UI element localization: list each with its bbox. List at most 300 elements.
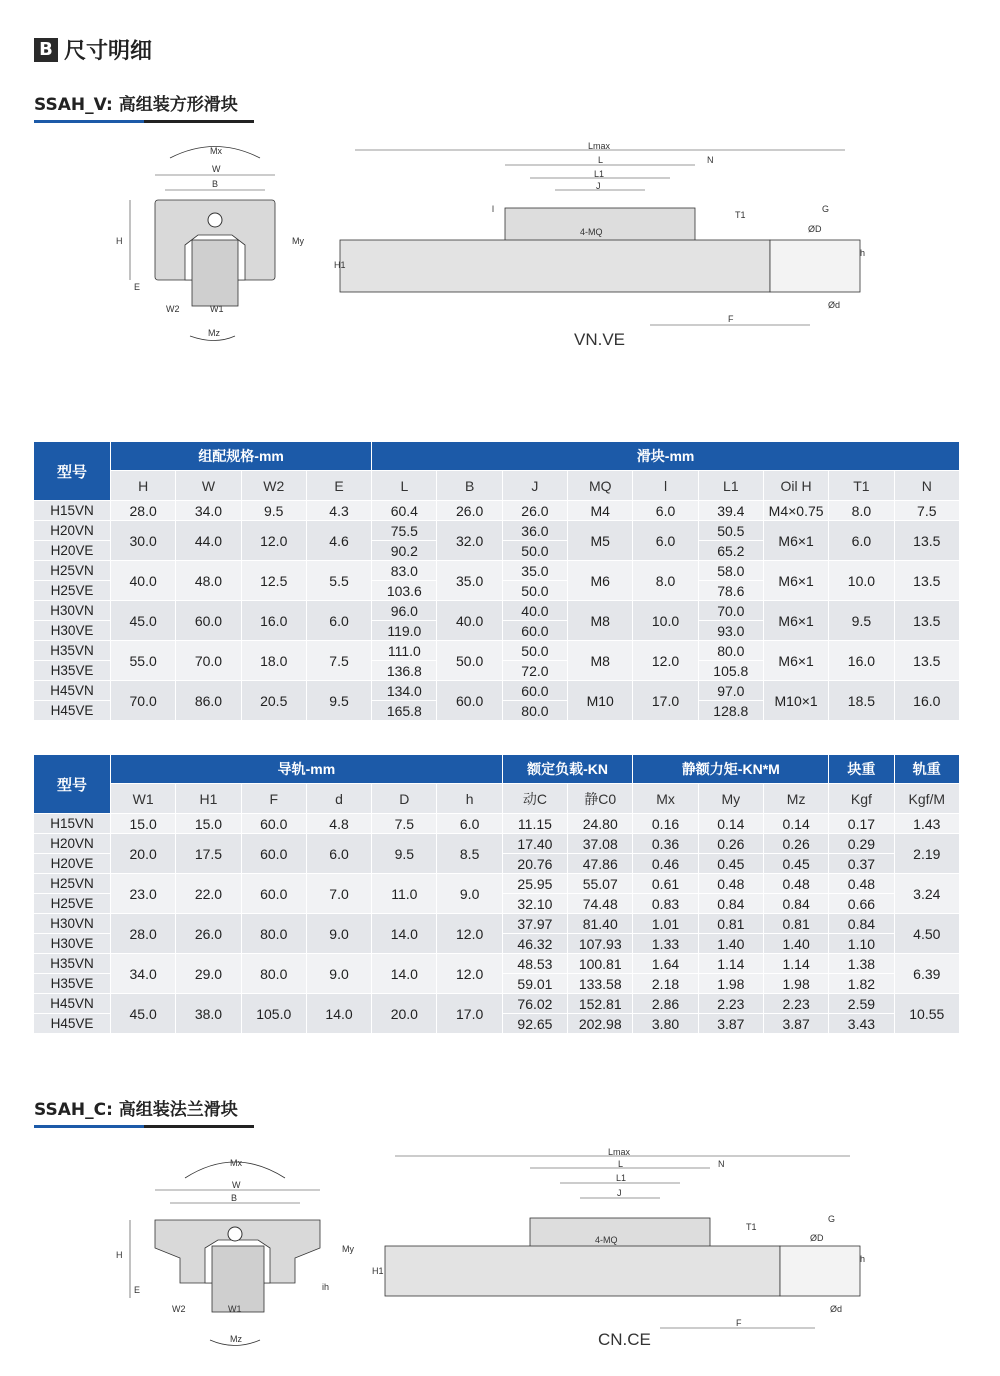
cell-mx: 1.33 [633,934,698,954]
cell-my: 0.14 [698,814,763,834]
cell-n: 13.5 [894,561,959,601]
cell-oil-hole: M4×0.75 [763,501,828,521]
cell-b: 40.0 [437,601,502,641]
model-cell: H30VN [34,601,111,621]
table-row [34,501,960,521]
model-cell: H20VE [34,541,111,561]
model-cell: H25VN [34,561,111,581]
cell-mx: 3.80 [633,1014,698,1034]
column-header: W [176,471,241,501]
column-header: 静C0 [568,784,633,814]
cell-j: 26.0 [502,501,567,521]
cell-j: 60.0 [502,621,567,641]
cell-n: 16.0 [894,681,959,721]
model-cell: H25VE [34,894,111,914]
cell-n: 13.5 [894,601,959,641]
cell-kgf: 0.66 [829,894,894,914]
cell-l: 96.0 [372,601,437,621]
cell-h: 17.0 [437,994,502,1034]
model-cell: H25VE [34,581,111,601]
cell-mx: 1.64 [633,954,698,974]
cell-mx: 1.01 [633,914,698,934]
cell-d: 14.0 [372,954,437,994]
table-row [34,601,960,621]
cell-h: 9.0 [437,874,502,914]
v-front-view-drawing [110,140,320,350]
cell-h1: 22.0 [176,874,241,914]
cell-c0: 37.08 [568,834,633,854]
column-header: L1 [698,471,763,501]
group-header-rail-weight: 轨重 [894,755,959,784]
label-h-small: h [860,248,866,258]
cell-h: 8.5 [437,834,502,874]
column-header: My [698,784,763,814]
column-header: h [437,784,502,814]
label-b: B [212,179,219,189]
group-header-assembly: 组配规格-mm [111,442,372,471]
cell-w2: 16.0 [241,601,306,641]
cell-l-small: 8.0 [633,561,698,601]
c-side-view-drawing [370,1146,870,1336]
label-mq: 4-MQ [580,227,603,237]
cell-d: 9.0 [306,954,371,994]
cell-mx: 0.46 [633,854,698,874]
label-w: W [232,1180,241,1190]
cell-c0: 74.48 [568,894,633,914]
model-cell: H20VE [34,854,111,874]
cell-kgf: 1.82 [829,974,894,994]
cell-mx: 0.16 [633,814,698,834]
cell-mz: 0.45 [763,854,828,874]
cell-w: 60.0 [176,601,241,641]
cell-rail-weight: 2.19 [894,834,959,874]
cell-t1: 10.0 [829,561,894,601]
cell-w1: 28.0 [111,914,176,954]
cell-w2: 12.0 [241,521,306,561]
cell-b: 32.0 [437,521,502,561]
cell-t1: 16.0 [829,641,894,681]
cell-w: 86.0 [176,681,241,721]
cell-e: 9.5 [306,681,371,721]
column-header: E [306,471,371,501]
table-row [34,834,960,854]
cell-w1: 34.0 [111,954,176,994]
cell-f: 105.0 [241,994,306,1034]
cell-h1: 38.0 [176,994,241,1034]
cell-rail-weight: 10.55 [894,994,959,1034]
cell-kgf: 2.59 [829,994,894,1014]
cell-rail-weight: 4.50 [894,914,959,954]
cell-c0: 81.40 [568,914,633,934]
table-row [34,874,960,894]
column-header: Mz [763,784,828,814]
label-n: N [718,1159,725,1169]
cell-mz: 1.40 [763,934,828,954]
cell-n: 13.5 [894,641,959,681]
cell-f: 60.0 [241,814,306,834]
model-cell: H35VN [34,954,111,974]
label-d-small: Ød [830,1304,843,1314]
cell-l-small: 6.0 [633,501,698,521]
cell-h: 70.0 [111,681,176,721]
cell-oil-hole: M6×1 [763,521,828,561]
label-f: F [736,1318,742,1328]
column-header: Mx [633,784,698,814]
label-w1: W1 [228,1304,242,1314]
cell-rail-weight: 1.43 [894,814,959,834]
column-header: F [241,784,306,814]
label-my: My [342,1244,354,1254]
cell-w: 70.0 [176,641,241,681]
cell-mq: M8 [568,601,633,641]
column-header: Kgf [829,784,894,814]
v-caption: VN.VE [574,330,626,349]
label-n: N [707,155,714,165]
cell-w1: 23.0 [111,874,176,914]
cell-d: 4.8 [306,814,371,834]
column-header: J [502,471,567,501]
label-l1: L1 [594,169,605,179]
cell-c: 48.53 [502,954,567,974]
cell-mz: 0.84 [763,894,828,914]
cell-h1: 15.0 [176,814,241,834]
cell-e: 4.6 [306,521,371,561]
column-header: N [894,471,959,501]
table-row [34,521,960,541]
cell-l1: 50.5 [698,521,763,541]
model-cell: H15VN [34,501,111,521]
cell-c: 92.65 [502,1014,567,1034]
cell-w2: 9.5 [241,501,306,521]
model-cell: H20VN [34,521,111,541]
cell-c0: 100.81 [568,954,633,974]
cell-c: 37.97 [502,914,567,934]
cell-h1: 17.5 [176,834,241,874]
cell-e: 6.0 [306,601,371,641]
cell-e: 4.3 [306,501,371,521]
cell-mz: 3.87 [763,1014,828,1034]
label-e: E [134,282,141,292]
cell-my: 0.81 [698,914,763,934]
cell-mz: 0.48 [763,874,828,894]
group-header-moment: 静额力矩-KN*M [633,755,829,784]
cell-j: 50.0 [502,581,567,601]
label-mz: Mz [208,328,220,338]
column-header: Kgf/M [894,784,959,814]
table-row [34,561,960,581]
table-row [34,681,960,701]
label-l: L [618,1159,624,1169]
cell-l-small: 17.0 [633,681,698,721]
cell-w1: 20.0 [111,834,176,874]
cell-kgf: 0.37 [829,854,894,874]
c-front-view-drawing [110,1148,360,1358]
label-w1: W1 [210,304,224,314]
cell-b: 35.0 [437,561,502,601]
label-t1: T1 [746,1222,757,1232]
cell-c0: 152.81 [568,994,633,1014]
model-cell: H35VE [34,661,111,681]
model-header: 型号 [34,755,111,814]
cell-h: 55.0 [111,641,176,681]
label-w2: W2 [172,1304,186,1314]
label-j: J [617,1188,622,1198]
cell-mz: 0.14 [763,814,828,834]
cell-l: 119.0 [372,621,437,641]
label-d-big: ØD [810,1233,824,1243]
cell-my: 0.45 [698,854,763,874]
cell-t1: 6.0 [829,521,894,561]
cell-t1: 8.0 [829,501,894,521]
model-header: 型号 [34,442,111,501]
cell-l1: 78.6 [698,581,763,601]
cell-h: 30.0 [111,521,176,561]
cell-kgf: 0.29 [829,834,894,854]
cell-n: 7.5 [894,501,959,521]
cell-kgf: 1.10 [829,934,894,954]
cell-h: 12.0 [437,954,502,994]
cell-e: 5.5 [306,561,371,601]
column-header: Oil H [763,471,828,501]
cell-my: 0.48 [698,874,763,894]
model-cell: H30VE [34,621,111,641]
table-row [34,994,960,1014]
label-my: My [292,236,304,246]
label-w: W [212,164,221,174]
cell-j: 36.0 [502,521,567,541]
column-header: MQ [568,471,633,501]
cell-l: 103.6 [372,581,437,601]
cell-c: 32.10 [502,894,567,914]
cell-oil-hole: M10×1 [763,681,828,721]
cell-l1: 105.8 [698,661,763,681]
cell-h1: 29.0 [176,954,241,994]
model-cell: H15VN [34,814,111,834]
cell-d: 9.5 [372,834,437,874]
cell-l1: 39.4 [698,501,763,521]
cell-l: 111.0 [372,641,437,661]
cell-l1: 80.0 [698,641,763,661]
cell-w2: 20.5 [241,681,306,721]
section-header [34,34,152,65]
cell-l-small: 12.0 [633,641,698,681]
cell-oil-hole: M6×1 [763,601,828,641]
cell-h: 12.0 [437,914,502,954]
label-e: E [134,1285,141,1295]
cell-mz: 0.26 [763,834,828,854]
cell-d: 9.0 [306,914,371,954]
label-mx: Mx [230,1158,242,1168]
cell-j: 35.0 [502,561,567,581]
cell-mx: 0.36 [633,834,698,854]
cell-rail-weight: 3.24 [894,874,959,914]
cell-kgf: 3.43 [829,1014,894,1034]
label-h1: H1 [334,260,346,270]
column-header: T1 [829,471,894,501]
label-mz: Mz [230,1334,242,1344]
model-cell: H35VE [34,974,111,994]
label-g: G [822,204,830,214]
group-header-rail: 导轨-mm [111,755,503,784]
label-lmax: Lmax [588,141,611,151]
cell-mq: M8 [568,641,633,681]
label-h1: H1 [372,1266,384,1276]
cell-l: 83.0 [372,561,437,581]
cell-l: 60.4 [372,501,437,521]
cell-j: 50.0 [502,641,567,661]
model-cell: H45VN [34,994,111,1014]
cell-f: 80.0 [241,914,306,954]
label-l-small: l [492,204,494,214]
cell-c: 11.15 [502,814,567,834]
section-title: 尺寸明细 [64,39,153,64]
cell-mq: M4 [568,501,633,521]
table-row [34,641,960,661]
cell-mz: 0.81 [763,914,828,934]
label-ih: ih [322,1282,330,1292]
table-row [34,954,960,974]
cell-oil-hole: M6×1 [763,641,828,681]
label-h: H [116,236,123,246]
cell-w2: 12.5 [241,561,306,601]
cell-mx: 2.18 [633,974,698,994]
cell-my: 3.87 [698,1014,763,1034]
cell-e: 7.5 [306,641,371,681]
section-badge: B [34,38,58,62]
column-header: B [437,471,502,501]
cell-j: 40.0 [502,601,567,621]
cell-d: 14.0 [372,914,437,954]
cell-l: 90.2 [372,541,437,561]
column-header: 动C [502,784,567,814]
column-header: W1 [111,784,176,814]
model-cell: H45VN [34,681,111,701]
label-l: L [598,155,604,165]
model-cell: H45VE [34,701,111,721]
c-caption: CN.CE [598,1330,651,1349]
label-j: J [596,181,601,191]
spec-table-rail [33,754,960,1034]
cell-d: 7.0 [306,874,371,914]
cell-h: 40.0 [111,561,176,601]
cell-b: 60.0 [437,681,502,721]
cell-c0: 24.80 [568,814,633,834]
label-d-big: ØD [808,224,822,234]
cell-c: 46.32 [502,934,567,954]
cell-l1: 58.0 [698,561,763,581]
cell-my: 1.14 [698,954,763,974]
model-cell: H35VN [34,641,111,661]
cell-h: 45.0 [111,601,176,641]
cell-l-small: 6.0 [633,521,698,561]
cell-my: 1.98 [698,974,763,994]
cell-j: 60.0 [502,681,567,701]
cell-h: 6.0 [437,814,502,834]
column-header: L [372,471,437,501]
cell-kgf: 0.17 [829,814,894,834]
cell-w1: 15.0 [111,814,176,834]
cell-c0: 55.07 [568,874,633,894]
c-series-title: SSAH_C: 高组装法兰滑块 [34,1100,238,1120]
spec-table-block [33,441,960,721]
label-t1: T1 [735,210,746,220]
model-cell: H30VE [34,934,111,954]
label-b: B [231,1193,238,1203]
label-d-small: Ød [828,300,841,310]
cell-oil-hole: M6×1 [763,561,828,601]
model-cell: H25VN [34,874,111,894]
label-mx: Mx [210,146,222,156]
label-h: H [116,1250,123,1260]
column-header: W2 [241,471,306,501]
cell-my: 1.40 [698,934,763,954]
v-side-view-drawing [330,140,870,330]
model-cell: H30VN [34,914,111,934]
table-row [34,914,960,934]
cell-d: 11.0 [372,874,437,914]
v-series-underline [34,120,254,123]
cell-f: 60.0 [241,874,306,914]
cell-mx: 0.83 [633,894,698,914]
column-header: H1 [176,784,241,814]
cell-f: 80.0 [241,954,306,994]
cell-c: 76.02 [502,994,567,1014]
v-series-title: SSAH_V: 高组装方形滑块 [34,95,238,115]
cell-j: 80.0 [502,701,567,721]
cell-c0: 47.86 [568,854,633,874]
cell-b: 50.0 [437,641,502,681]
cell-w: 34.0 [176,501,241,521]
column-header: d [306,784,371,814]
group-header-load: 额定负载-KN [502,755,633,784]
cell-c0: 202.98 [568,1014,633,1034]
cell-n: 13.5 [894,521,959,561]
cell-j: 50.0 [502,541,567,561]
cell-mx: 0.61 [633,874,698,894]
cell-w2: 18.0 [241,641,306,681]
cell-c: 17.40 [502,834,567,854]
cell-c0: 133.58 [568,974,633,994]
cell-j: 72.0 [502,661,567,681]
cell-t1: 18.5 [829,681,894,721]
model-cell: H20VN [34,834,111,854]
cell-mx: 2.86 [633,994,698,1014]
cell-kgf: 0.48 [829,874,894,894]
cell-d: 7.5 [372,814,437,834]
table-row [34,814,960,834]
cell-l1: 70.0 [698,601,763,621]
cell-c0: 107.93 [568,934,633,954]
label-w2: W2 [166,304,180,314]
cell-c: 25.95 [502,874,567,894]
cell-w: 48.0 [176,561,241,601]
cell-my: 0.26 [698,834,763,854]
label-g: G [828,1214,836,1224]
cell-l-small: 10.0 [633,601,698,641]
cell-h1: 26.0 [176,914,241,954]
cell-h: 28.0 [111,501,176,521]
cell-t1: 9.5 [829,601,894,641]
cell-l: 165.8 [372,701,437,721]
cell-mz: 2.23 [763,994,828,1014]
cell-my: 2.23 [698,994,763,1014]
cell-mz: 1.14 [763,954,828,974]
cell-l: 136.8 [372,661,437,681]
cell-my: 0.84 [698,894,763,914]
group-header-block-weight: 块重 [829,755,894,784]
cell-w1: 45.0 [111,994,176,1034]
label-mq: 4-MQ [595,1235,618,1245]
